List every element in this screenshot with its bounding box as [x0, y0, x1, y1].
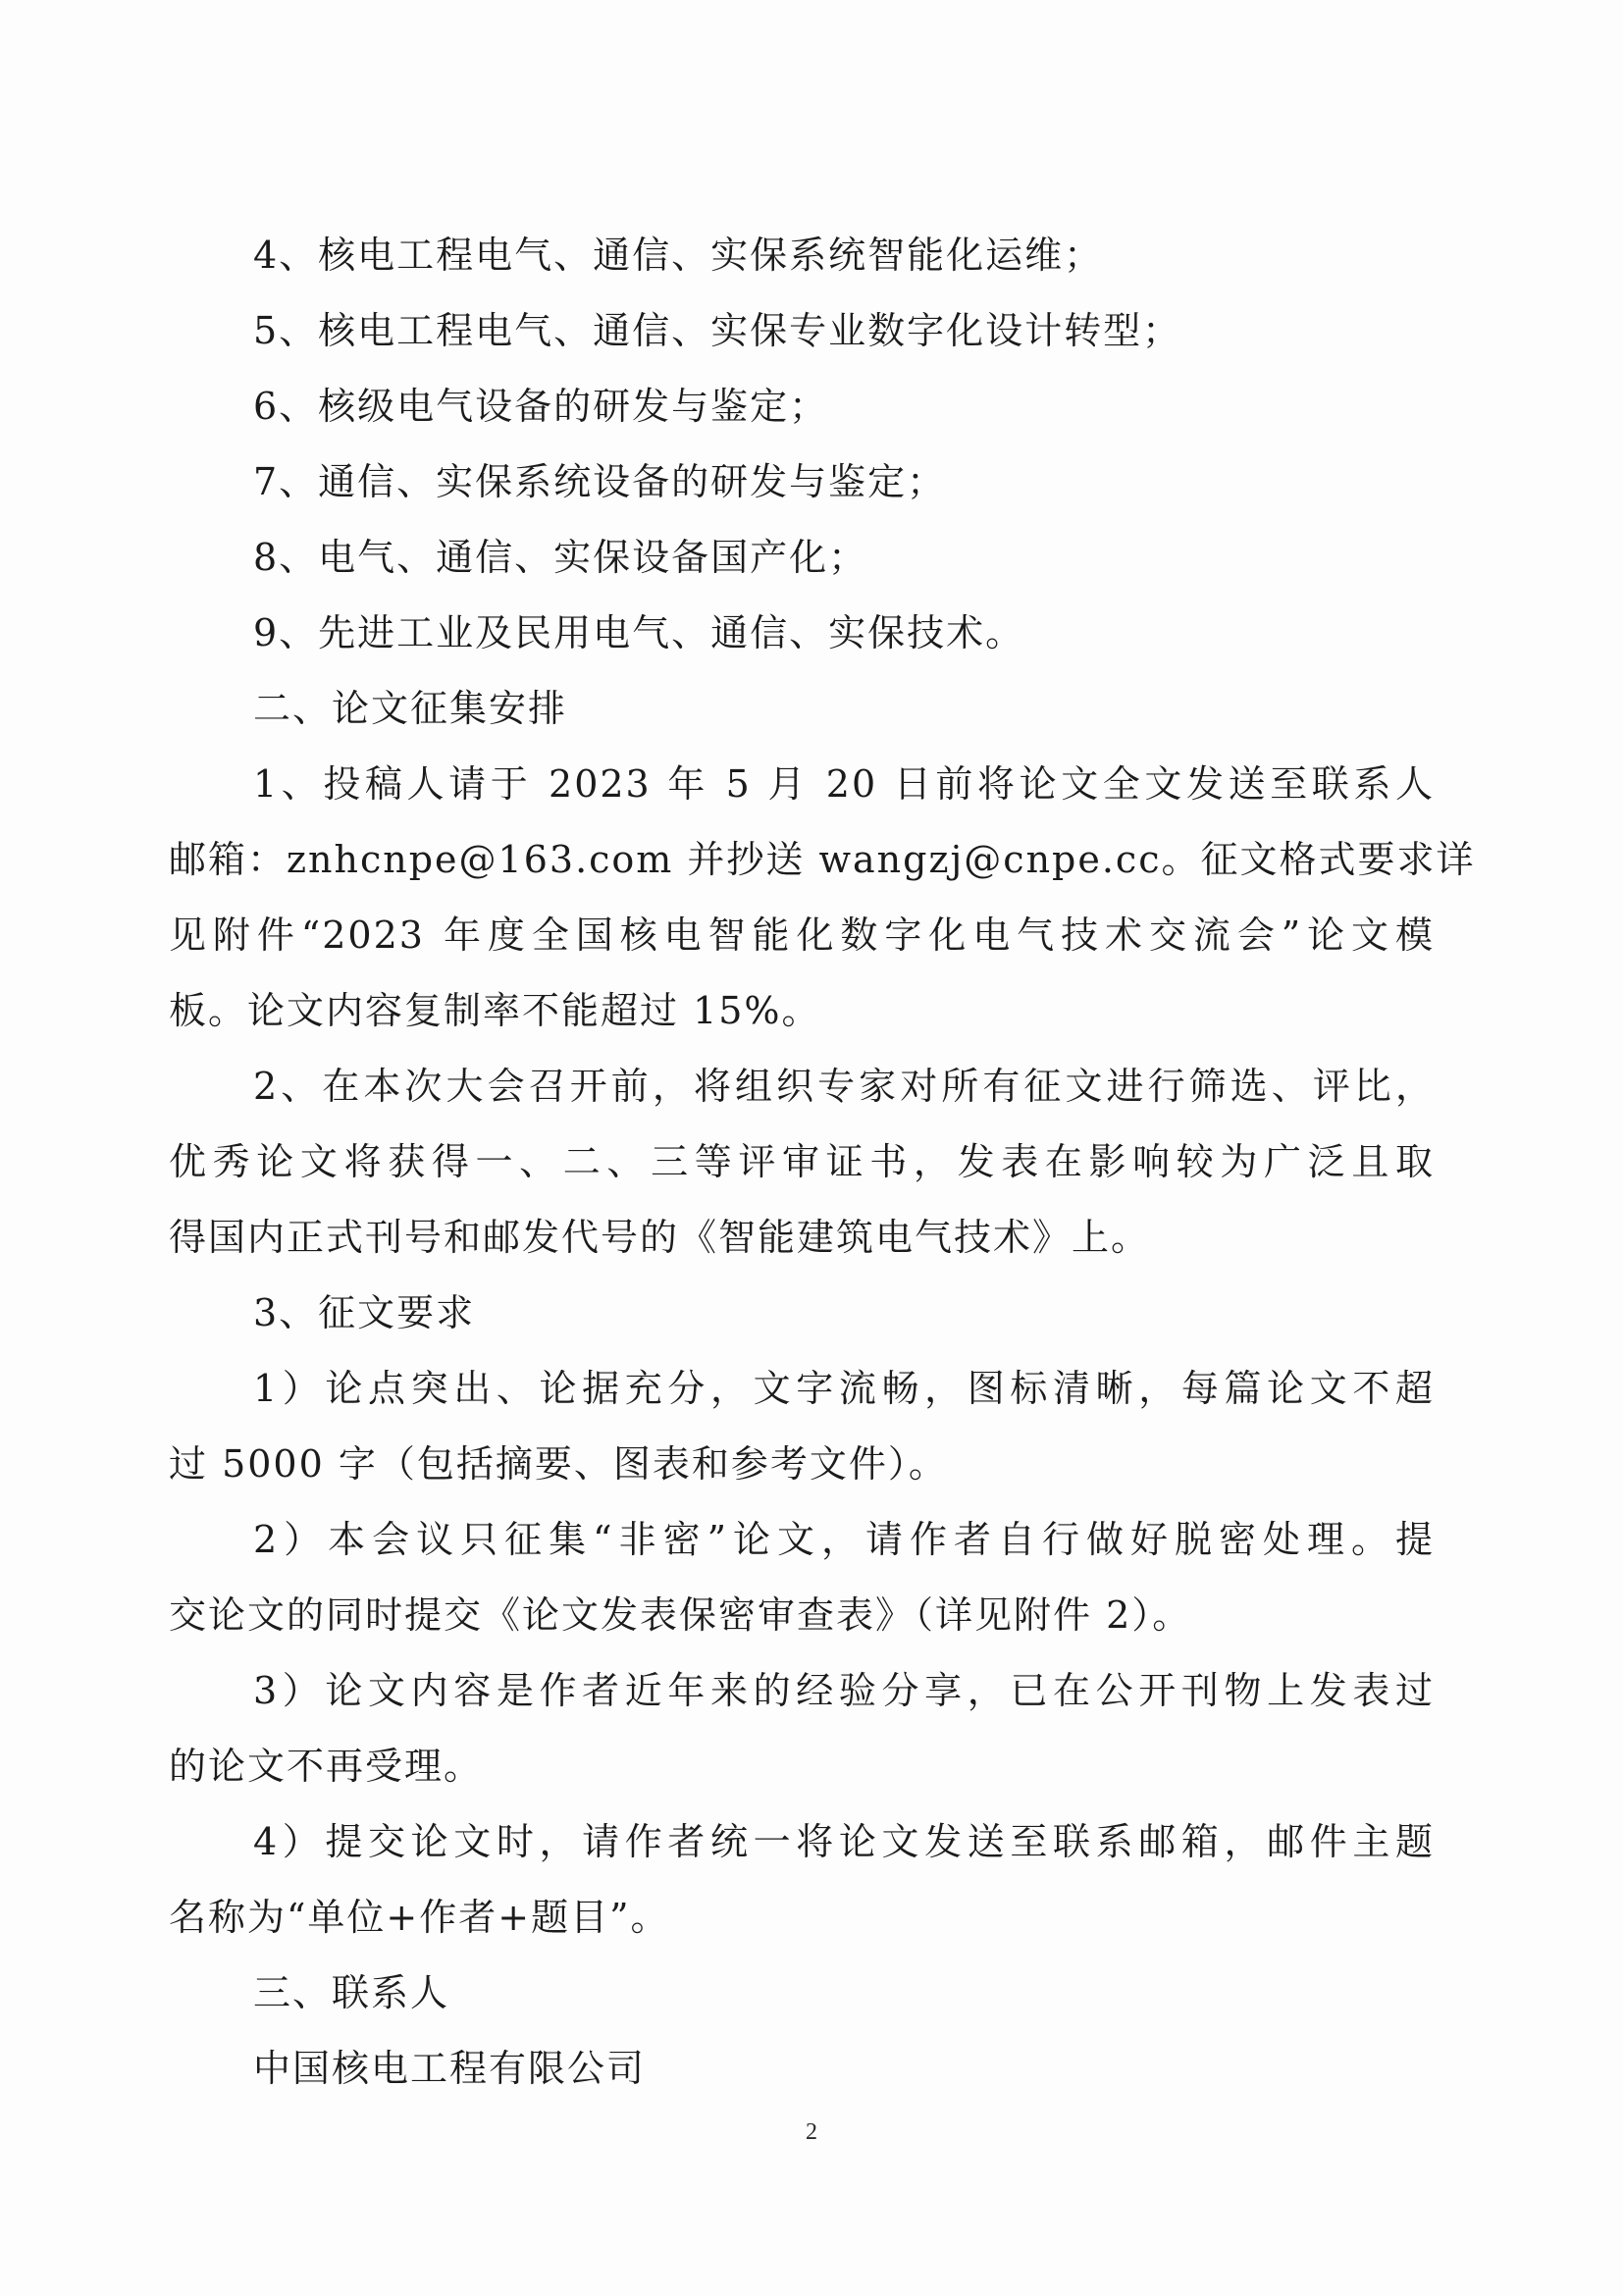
requirement-4-line-1: 4）提交论文时，请作者统一将论文发送至联系邮箱，邮件主题 [253, 1820, 1435, 1863]
document-body [169, 218, 1476, 2107]
requirement-3-line-1: 3）论文内容是作者近年来的经验分享，已在公开刊物上发表过 [253, 1669, 1435, 1712]
requirement-3-line-2: 的论文不再受理。 [169, 1745, 484, 1788]
requirement-1-line-1: 1）论点突出、论据充分，文字流畅，图标清晰，每篇论文不超 [253, 1367, 1435, 1410]
paragraph-1-line-1: 1、投稿人请于 2023 年 5 月 20 日前将论文全文发送至联系人 [253, 762, 1435, 806]
requirement-4-line-2: 名称为“单位+作者+题目”。 [169, 1896, 670, 1939]
topic-item-5: 5、核电工程电气、通信、实保专业数字化设计转型； [253, 309, 1182, 352]
topic-item-6: 6、核级电气设备的研发与鉴定； [253, 385, 829, 428]
paragraph-1-line-4: 板。论文内容复制率不能超过 15%。 [169, 989, 821, 1032]
paragraph-1-line-3: 见附件“2023 年度全国核电智能化数字化电气技术交流会”论文模 [169, 913, 1435, 957]
requirement-1-line-2: 过 5000 字（包括摘要、图表和参考文件）。 [169, 1442, 948, 1486]
contact-organization: 中国核电工程有限公司 [253, 2047, 647, 2090]
subsection-heading-3: 3、征文要求 [253, 1291, 476, 1334]
paragraph-1-line-2: 邮箱：znhcnpe@163.com 并抄送 wangzj@cnpe.cc。征文格式要求详 [169, 838, 1476, 881]
topic-item-8: 8、电气、通信、实保设备国产化； [253, 536, 868, 579]
paragraph-2-line-3: 得国内正式刊号和邮发代号的《智能建筑电气技术》上。 [169, 1216, 1151, 1259]
topic-item-9: 9、先进工业及民用电气、通信、实保技术。 [253, 611, 1025, 654]
paragraph-2-line-1: 2、在本次大会召开前，将组织专家对所有征文进行筛选、评比， [253, 1065, 1435, 1108]
topic-item-4: 4、核电工程电气、通信、实保系统智能化运维； [253, 234, 1104, 277]
topic-item-7: 7、通信、实保系统设备的研发与鉴定； [253, 460, 947, 503]
requirement-2-line-1: 2）本会议只征集“非密”论文，请作者自行做好脱密处理。提 [253, 1518, 1435, 1561]
section-heading-3: 三、联系人 [253, 1971, 450, 2014]
paragraph-2-line-2: 优秀论文将获得一、二、三等评审证书，发表在影响较为广泛且取 [169, 1140, 1435, 1183]
page-number: 2 [806, 2119, 817, 2145]
section-heading-2: 二、论文征集安排 [253, 687, 568, 730]
requirement-2-line-2: 交论文的同时提交《论文发表保密审查表》（详见附件 2）。 [169, 1593, 1192, 1637]
